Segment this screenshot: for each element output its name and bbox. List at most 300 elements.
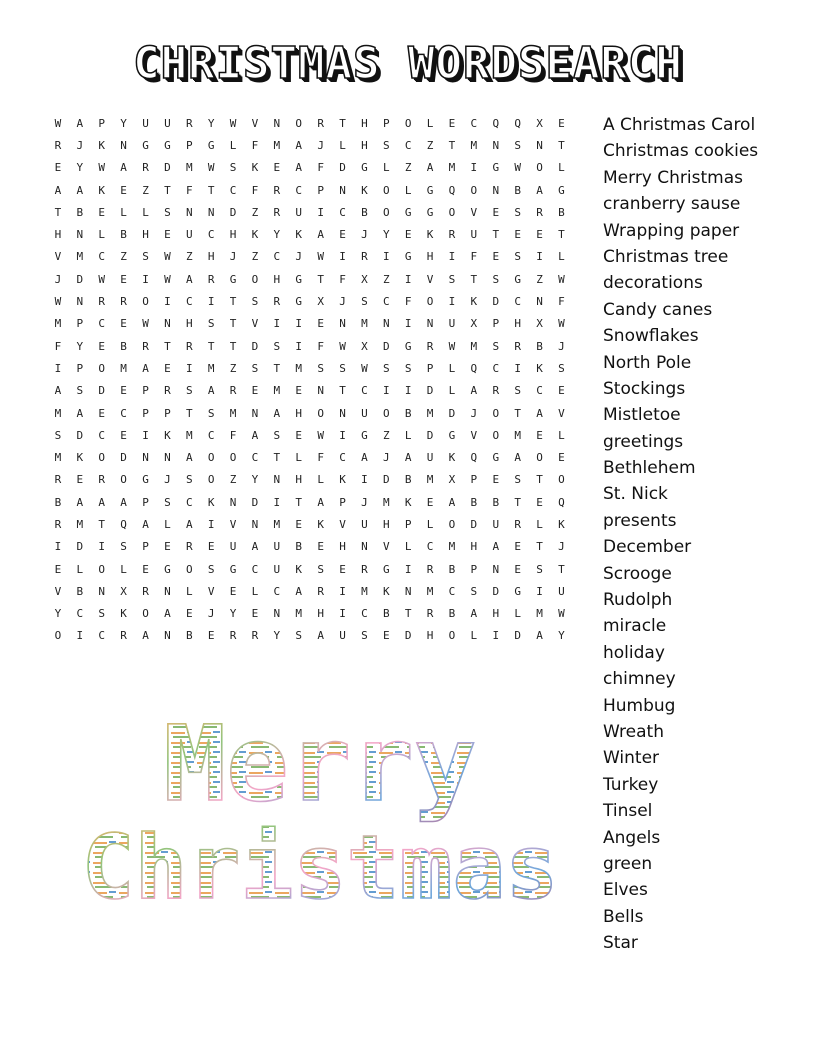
grid-letter: G [295, 295, 303, 309]
grid-letter: E [492, 205, 500, 219]
word-list-item: greetings [603, 431, 684, 452]
grid-letter: I [382, 384, 390, 398]
grid-letter: A [295, 138, 303, 152]
grid-letter: O [382, 183, 390, 197]
grid-letter: C [185, 495, 193, 509]
grid-letter: U [229, 540, 237, 554]
grid-letter: U [558, 584, 565, 598]
grid-letter: J [229, 250, 237, 264]
grid-letter: E [185, 607, 193, 621]
grid-letter: P [404, 517, 412, 531]
grid-letter: W [98, 272, 106, 286]
grid-letter: O [98, 361, 106, 375]
grid-letter: C [207, 428, 215, 442]
grid-letter: J [317, 138, 324, 152]
merry-christmas-word-cloud-art [40, 700, 600, 920]
grid-letter: L [120, 205, 127, 219]
grid-letter: E [558, 384, 565, 398]
grid-letter: M [536, 607, 543, 621]
word-list-item: Wreath [603, 721, 664, 742]
grid-letter: I [295, 317, 303, 331]
grid-letter: H [295, 473, 303, 487]
grid-letter: Z [142, 183, 149, 197]
grid-letter: S [514, 138, 521, 152]
grid-letter: Z [120, 250, 127, 264]
word-list-item: Angels [603, 827, 661, 848]
grid-letter: I [448, 250, 456, 264]
grid-letter: O [142, 295, 149, 309]
grid-letter: G [382, 562, 390, 576]
grid-letter: W [558, 317, 565, 331]
grid-letter: J [76, 138, 84, 152]
grid-letter: M [273, 138, 281, 152]
grid-letter: W [164, 272, 171, 286]
grid-letter: D [76, 428, 84, 442]
grid-letter: S [317, 562, 324, 576]
grid-letter: T [98, 517, 106, 531]
grid-letter: N [273, 607, 281, 621]
grid-letter: R [54, 138, 62, 152]
grid-letter: L [317, 473, 324, 487]
grid-letter: B [470, 495, 478, 509]
grid-letter: Z [251, 205, 259, 219]
grid-letter: T [164, 339, 171, 353]
grid-letter: N [142, 451, 149, 465]
grid-letter: P [426, 361, 434, 375]
grid-letter: F [317, 339, 324, 353]
grid-letter: O [382, 406, 390, 420]
grid-letter: A [426, 161, 434, 175]
grid-letter: Y [120, 116, 127, 130]
grid-letter: E [558, 451, 565, 465]
grid-letter: C [76, 607, 84, 621]
grid-letter: B [558, 205, 565, 219]
grid-letter: O [558, 473, 565, 487]
grid-letter: K [470, 295, 478, 309]
grid-letter: E [295, 384, 303, 398]
grid-letter: A [470, 384, 478, 398]
grid-letter: R [514, 517, 521, 531]
grid-letter: S [361, 295, 368, 309]
grid-letter: N [536, 138, 543, 152]
grid-letter: H [514, 317, 521, 331]
grid-letter: E [536, 495, 543, 509]
grid-letter: E [120, 183, 127, 197]
grid-letter: D [76, 540, 84, 554]
grid-letter: L [448, 384, 456, 398]
grid-letter: C [207, 228, 215, 242]
grid-letter: O [536, 161, 543, 175]
grid-letter: N [76, 228, 84, 242]
grid-letter: H [142, 228, 149, 242]
grid-letter: M [295, 607, 303, 621]
grid-letter: O [382, 205, 390, 219]
grid-letter: C [470, 116, 478, 130]
grid-letter: V [229, 517, 237, 531]
grid-letter: K [251, 161, 259, 175]
grid-letter: B [448, 607, 456, 621]
grid-letter: M [76, 517, 84, 531]
grid-letter: H [185, 317, 193, 331]
grid-letter: E [76, 473, 84, 487]
grid-letter: B [120, 339, 127, 353]
grid-letter: H [339, 540, 346, 554]
grid-letter: U [295, 205, 303, 219]
word-list-item: holiday [603, 642, 665, 663]
grid-letter: S [514, 250, 521, 264]
word-list-item: green [603, 853, 653, 874]
grid-letter: A [185, 517, 193, 531]
grid-letter: Y [207, 116, 215, 130]
letter-grid [47, 112, 572, 647]
grid-letter: A [317, 228, 324, 242]
grid-letter: C [339, 205, 346, 219]
grid-letter: A [54, 183, 62, 197]
grid-letter: E [404, 228, 412, 242]
grid-letter: N [273, 116, 281, 130]
grid-letter: Y [54, 607, 62, 621]
grid-letter: L [426, 116, 434, 130]
grid-letter: S [404, 361, 412, 375]
grid-letter: I [404, 272, 412, 286]
grid-letter: I [207, 295, 215, 309]
grid-letter: R [185, 116, 193, 130]
grid-letter: D [426, 384, 434, 398]
grid-letter: G [295, 272, 303, 286]
grid-letter: G [426, 205, 434, 219]
grid-letter: A [295, 161, 303, 175]
grid-letter: R [251, 629, 259, 643]
grid-letter: R [426, 562, 434, 576]
grid-letter: S [514, 205, 521, 219]
grid-letter: K [558, 517, 565, 531]
grid-letter: T [207, 183, 215, 197]
grid-letter: I [273, 317, 281, 331]
grid-letter: E [382, 629, 390, 643]
grid-letter: O [251, 272, 259, 286]
grid-letter: T [339, 384, 346, 398]
grid-letter: Z [229, 361, 237, 375]
grid-letter: K [164, 428, 171, 442]
grid-letter: M [426, 584, 434, 598]
grid-letter: F [251, 183, 259, 197]
grid-letter: A [142, 629, 149, 643]
grid-letter: Z [382, 428, 390, 442]
grid-letter: N [251, 406, 259, 420]
grid-letter: N [426, 317, 434, 331]
grid-letter: W [448, 339, 456, 353]
grid-letter: A [536, 629, 543, 643]
grid-letter: P [185, 138, 193, 152]
grid-letter: D [164, 161, 171, 175]
grid-letter: I [142, 272, 149, 286]
grid-letter: S [273, 428, 281, 442]
grid-letter: R [229, 629, 237, 643]
grid-letter: X [470, 317, 478, 331]
grid-letter: O [448, 629, 456, 643]
grid-letter: S [207, 562, 215, 576]
grid-letter: I [98, 540, 106, 554]
grid-letter: A [251, 540, 259, 554]
word-list-item: Wrapping paper [603, 220, 740, 241]
grid-letter: C [251, 451, 259, 465]
grid-letter: S [558, 361, 565, 375]
grid-letter: I [54, 540, 62, 554]
grid-letter: L [404, 540, 412, 554]
grid-letter: U [426, 451, 434, 465]
grid-letter: V [470, 428, 478, 442]
grid-letter: O [142, 607, 149, 621]
grid-letter: N [251, 517, 259, 531]
grid-letter: N [76, 295, 84, 309]
grid-letter: I [339, 250, 346, 264]
grid-letter: W [558, 272, 565, 286]
grid-letter: E [98, 339, 106, 353]
grid-letter: N [164, 451, 171, 465]
grid-letter: O [185, 562, 193, 576]
grid-letter: B [361, 205, 368, 219]
grid-letter: H [492, 607, 500, 621]
grid-letter: C [251, 562, 259, 576]
grid-letter: V [558, 406, 565, 420]
grid-letter: G [142, 138, 149, 152]
grid-letter: L [426, 517, 434, 531]
grid-letter: E [251, 607, 259, 621]
grid-letter: S [229, 161, 237, 175]
grid-letter: G [404, 339, 412, 353]
grid-letter: L [448, 361, 456, 375]
grid-letter: C [448, 584, 456, 598]
grid-letter: T [448, 138, 456, 152]
grid-letter: S [492, 339, 500, 353]
grid-letter: I [404, 562, 412, 576]
grid-letter: Y [251, 473, 259, 487]
grid-letter: U [339, 629, 346, 643]
grid-letter: U [492, 517, 500, 531]
grid-letter: K [295, 562, 303, 576]
grid-letter: D [98, 384, 106, 398]
grid-letter: S [98, 607, 106, 621]
grid-letter: I [404, 384, 412, 398]
grid-letter: M [273, 384, 281, 398]
grid-letter: O [492, 428, 500, 442]
grid-letter: K [251, 228, 259, 242]
word-list-item: Winter [603, 748, 660, 769]
grid-letter: C [98, 428, 106, 442]
grid-letter: T [536, 540, 543, 554]
grid-letter: N [164, 317, 171, 331]
grid-letter: M [426, 473, 434, 487]
grid-letter: W [558, 607, 565, 621]
grid-letter: E [317, 540, 324, 554]
grid-letter: L [558, 250, 565, 264]
grid-letter: N [339, 183, 346, 197]
grid-letter: P [142, 384, 149, 398]
grid-letter: H [317, 607, 324, 621]
grid-letter: F [317, 161, 324, 175]
grid-letter: F [404, 295, 412, 309]
grid-letter: H [295, 406, 303, 420]
grid-letter: E [229, 584, 237, 598]
grid-letter: T [229, 317, 237, 331]
grid-letter: P [98, 116, 106, 130]
grid-letter: G [448, 428, 456, 442]
grid-letter: D [382, 339, 390, 353]
grid-letter: C [185, 295, 193, 309]
grid-letter: S [120, 540, 127, 554]
grid-letter: D [470, 517, 478, 531]
grid-letter: P [470, 473, 478, 487]
grid-letter: U [448, 317, 456, 331]
grid-letter: D [120, 451, 127, 465]
grid-letter: S [339, 361, 346, 375]
grid-letter: V [426, 272, 434, 286]
grid-letter: H [54, 228, 62, 242]
grid-letter: O [426, 295, 434, 309]
grid-letter: T [185, 406, 193, 420]
grid-letter: G [426, 183, 434, 197]
grid-letter: I [273, 495, 281, 509]
grid-letter: Z [382, 272, 390, 286]
grid-letter: N [492, 562, 500, 576]
grid-letter: X [120, 584, 127, 598]
grid-letter: R [54, 473, 62, 487]
grid-letter: T [558, 228, 565, 242]
grid-letter: B [536, 339, 543, 353]
grid-letter: H [361, 138, 368, 152]
grid-letter: G [361, 428, 368, 442]
grid-letter: E [536, 428, 543, 442]
grid-letter: V [207, 584, 215, 598]
grid-letter: X [317, 295, 324, 309]
grid-letter: N [492, 138, 500, 152]
grid-letter: I [514, 361, 521, 375]
grid-letter: E [164, 228, 171, 242]
grid-letter: N [492, 183, 500, 197]
grid-letter: O [207, 451, 215, 465]
grid-letter: C [98, 629, 106, 643]
grid-letter: Q [514, 116, 521, 130]
grid-letter: W [98, 161, 106, 175]
grid-letter: P [339, 495, 346, 509]
grid-letter: K [76, 451, 84, 465]
grid-letter: C [492, 361, 500, 375]
word-list-item: North Pole [603, 352, 692, 373]
grid-letter: K [536, 361, 543, 375]
grid-letter: G [207, 138, 215, 152]
grid-letter: B [185, 629, 193, 643]
grid-letter: O [98, 562, 106, 576]
grid-letter: N [120, 138, 127, 152]
grid-letter: D [339, 161, 346, 175]
grid-letter: S [185, 384, 193, 398]
grid-letter: I [207, 517, 215, 531]
grid-letter: P [76, 317, 84, 331]
grid-letter: N [164, 584, 171, 598]
grid-letter: S [382, 138, 390, 152]
word-list-item: Mistletoe [603, 405, 681, 426]
grid-letter: G [229, 562, 237, 576]
grid-letter: N [361, 540, 368, 554]
grid-letter: E [120, 428, 127, 442]
grid-letter: I [339, 428, 346, 442]
grid-letter: J [361, 228, 368, 242]
grid-letter: W [54, 295, 62, 309]
grid-letter: M [295, 361, 303, 375]
grid-letter: T [492, 228, 500, 242]
grid-letter: S [207, 406, 215, 420]
grid-letter: I [382, 250, 390, 264]
grid-letter: R [361, 250, 368, 264]
grid-letter: C [382, 295, 390, 309]
grid-letter: L [98, 228, 106, 242]
word-list-item: miracle [603, 616, 667, 637]
grid-letter: M [361, 317, 368, 331]
grid-letter: E [295, 428, 303, 442]
grid-letter: K [317, 517, 324, 531]
word-list-item: Christmas cookies [603, 141, 759, 162]
grid-letter: I [339, 607, 346, 621]
grid-letter: A [536, 183, 543, 197]
grid-letter: T [54, 205, 62, 219]
grid-letter: S [164, 495, 171, 509]
grid-letter: L [558, 161, 565, 175]
grid-letter: R [185, 339, 193, 353]
grid-letter: A [470, 607, 478, 621]
grid-letter: S [536, 562, 543, 576]
grid-letter: D [492, 584, 500, 598]
grid-letter: I [470, 161, 478, 175]
grid-letter: N [98, 584, 106, 598]
grid-letter: B [76, 584, 84, 598]
word-list-item: Humbug [603, 695, 676, 716]
grid-letter: H [361, 116, 368, 130]
grid-letter: V [54, 250, 62, 264]
grid-letter: B [76, 205, 84, 219]
grid-letter: E [120, 317, 127, 331]
grid-letter: L [404, 183, 412, 197]
grid-letter: L [76, 562, 84, 576]
grid-letter: N [317, 384, 324, 398]
grid-letter: I [164, 295, 171, 309]
grid-letter: A [536, 406, 543, 420]
word-list-item: Rudolph [603, 590, 673, 611]
grid-letter: U [361, 517, 368, 531]
grid-letter: R [426, 339, 434, 353]
grid-letter: Z [229, 473, 237, 487]
grid-letter: C [273, 250, 281, 264]
grid-letter: R [164, 384, 171, 398]
grid-letter: B [448, 562, 456, 576]
grid-letter: A [54, 384, 62, 398]
word-list-item: Bells [603, 906, 644, 927]
grid-letter: M [185, 428, 193, 442]
grid-letter: A [448, 495, 456, 509]
word-list-item: A Christmas Carol [603, 115, 756, 135]
grid-letter: A [98, 495, 106, 509]
grid-letter: Q [470, 361, 478, 375]
grid-letter: S [251, 295, 259, 309]
grid-letter: T [558, 138, 565, 152]
grid-letter: J [382, 451, 390, 465]
grid-letter: S [164, 205, 171, 219]
grid-letter: U [142, 116, 149, 130]
grid-letter: A [185, 272, 193, 286]
grid-letter: J [558, 540, 565, 554]
grid-letter: I [536, 250, 543, 264]
grid-letter: N [382, 317, 390, 331]
grid-letter: E [514, 562, 521, 576]
